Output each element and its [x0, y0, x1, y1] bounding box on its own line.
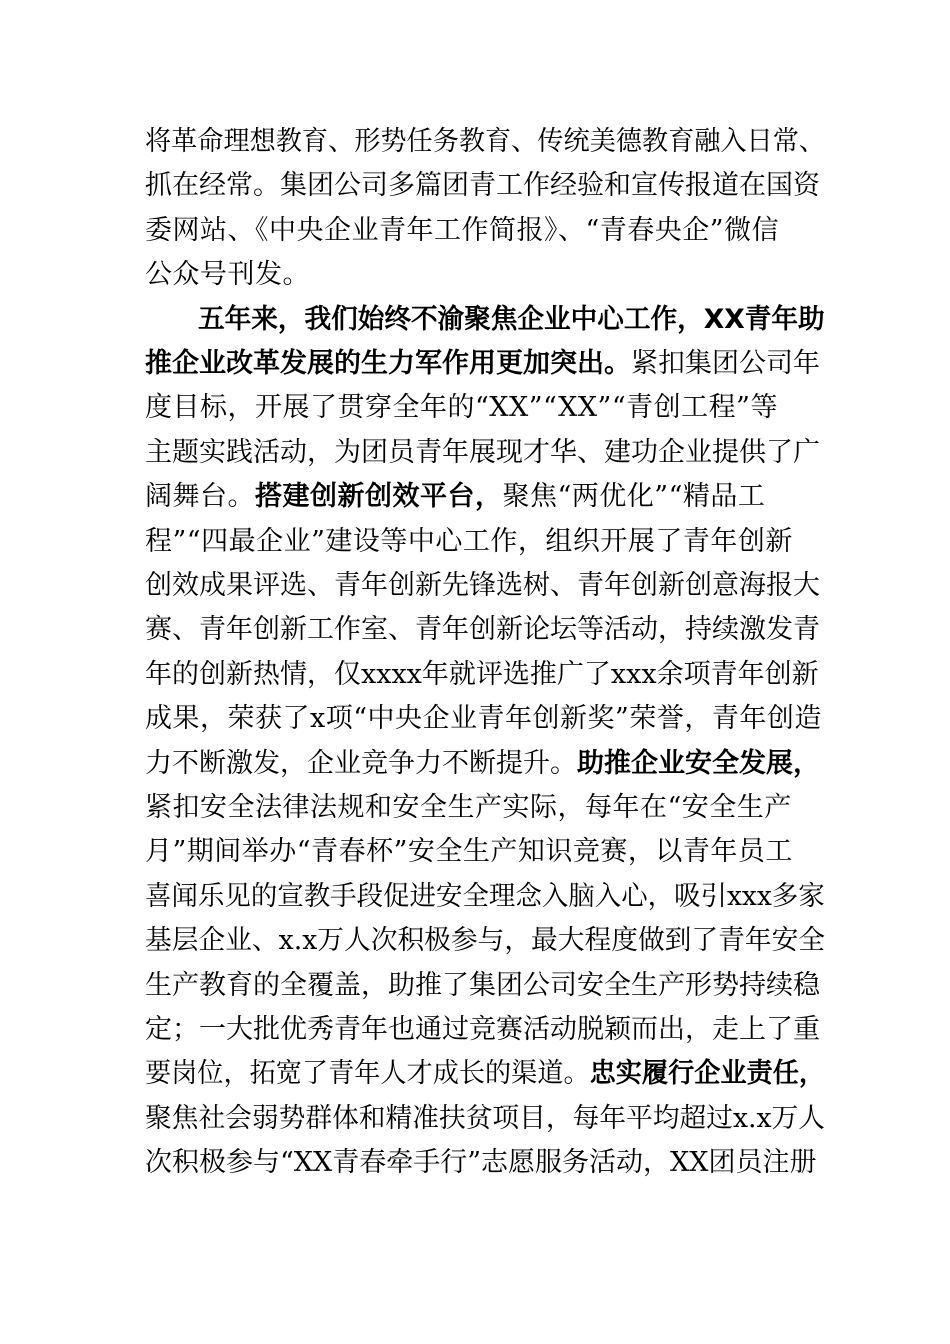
text-line: [145, 742, 820, 786]
text-line: [145, 919, 825, 963]
text-segment: 基层企业、x.x万人次积极参与，最大程度做到了青年安全: [145, 925, 826, 957]
text-line: [145, 253, 310, 297]
text-line: [145, 342, 820, 386]
text-segment: 程”“四最企业”建设等中心工作，组织开展了青年创新: [145, 525, 793, 557]
text-segment: 聚焦社会弱势群体和精准扶贫项目，每年平均超过x.x万人: [145, 1102, 826, 1134]
text-line: [145, 786, 792, 830]
text-line: [145, 964, 820, 1008]
text-line: [145, 653, 819, 697]
text-line: [145, 120, 825, 164]
text-line: [145, 564, 820, 608]
text-line: [145, 475, 765, 519]
text-line: [145, 697, 822, 741]
text-line: [145, 1097, 825, 1141]
text-segment: 生产教育的全覆盖，助推了集团公司安全生产形势持续稳: [145, 969, 820, 1001]
text-segment: 年的创新热情，仅xxxx年就评选推广了xxx余项青年创新: [145, 658, 819, 690]
text-segment: 公众号刊发。: [145, 259, 310, 291]
text-segment: 抓在经常。集团公司多篇团青工作经验和宣传报道在国资: [145, 170, 820, 202]
bold-text-segment: 搭建创新创效平台，: [255, 481, 503, 513]
text-line: [145, 164, 820, 208]
text-line: [145, 830, 793, 874]
text-line: [145, 209, 779, 253]
text-line: [145, 1008, 820, 1052]
bold-text-segment: 五年来，我们始终不渝聚焦企业中心工作，XX青年助: [198, 303, 825, 335]
text-segment: 成果，荣获了x项“中央企业青年创新奖”荣誉，青年创造: [145, 703, 822, 735]
text-segment: 委网站、《中央企业青年工作简报》、“青春央企”微信: [145, 214, 780, 246]
text-line: [145, 608, 820, 652]
text-segment: 紧扣安全法律法规和安全生产实际，每年在“安全生产: [145, 792, 792, 823]
text-line: [198, 298, 825, 342]
text-segment: 将革命理想教育、形势任务教育、传统美德教育融入日常、: [145, 126, 825, 157]
text-line: [145, 1052, 825, 1096]
text-segment: 力不断激发，企业竞争力不断提升。: [145, 747, 577, 779]
text-segment: 聚焦“两优化”“精品工: [502, 481, 766, 513]
text-line: [145, 1141, 817, 1185]
text-segment: 主题实践活动，为团员青年展现才华、建功企业提供了广: [145, 436, 820, 468]
text-segment: 要岗位，拓宽了青年人才成长的渠道。: [145, 1058, 590, 1090]
text-line: [145, 431, 820, 475]
bold-text-segment: 推企业改革发展的生力军作用更加突出。: [145, 348, 631, 379]
text-segment: 阔舞台。: [145, 481, 255, 513]
text-segment: 定；一大批优秀青年也通过竞赛活动脱颖而出，走上了重: [145, 1014, 820, 1045]
text-segment: 月”期间举办“青春杯”安全生产知识竞赛，以青年员工: [145, 836, 793, 868]
text-segment: 喜闻乐见的宣教手段促进安全理念入脑入心，吸引xxx多家: [145, 880, 825, 912]
text-segment: 创效成果评选、青年创新先锋选树、青年创新创意海报大: [145, 570, 820, 601]
text-line: [145, 520, 793, 564]
text-segment: 度目标，开展了贯穿全年的“XX”“XX”“青创工程”等: [145, 392, 778, 424]
text-line: [145, 386, 778, 430]
bold-text-segment: 助推企业安全发展，: [577, 747, 820, 779]
text-segment: 次积极参与“XX青春牵手行”志愿服务活动，XX团员注册: [145, 1147, 817, 1179]
bold-text-segment: 忠实履行企业责任，: [589, 1058, 825, 1090]
text-line: [145, 875, 825, 919]
text-segment: 赛、青年创新工作室、青年创新论坛等活动，持续激发青: [145, 614, 820, 646]
text-segment: 紧扣集团公司年: [631, 348, 820, 379]
